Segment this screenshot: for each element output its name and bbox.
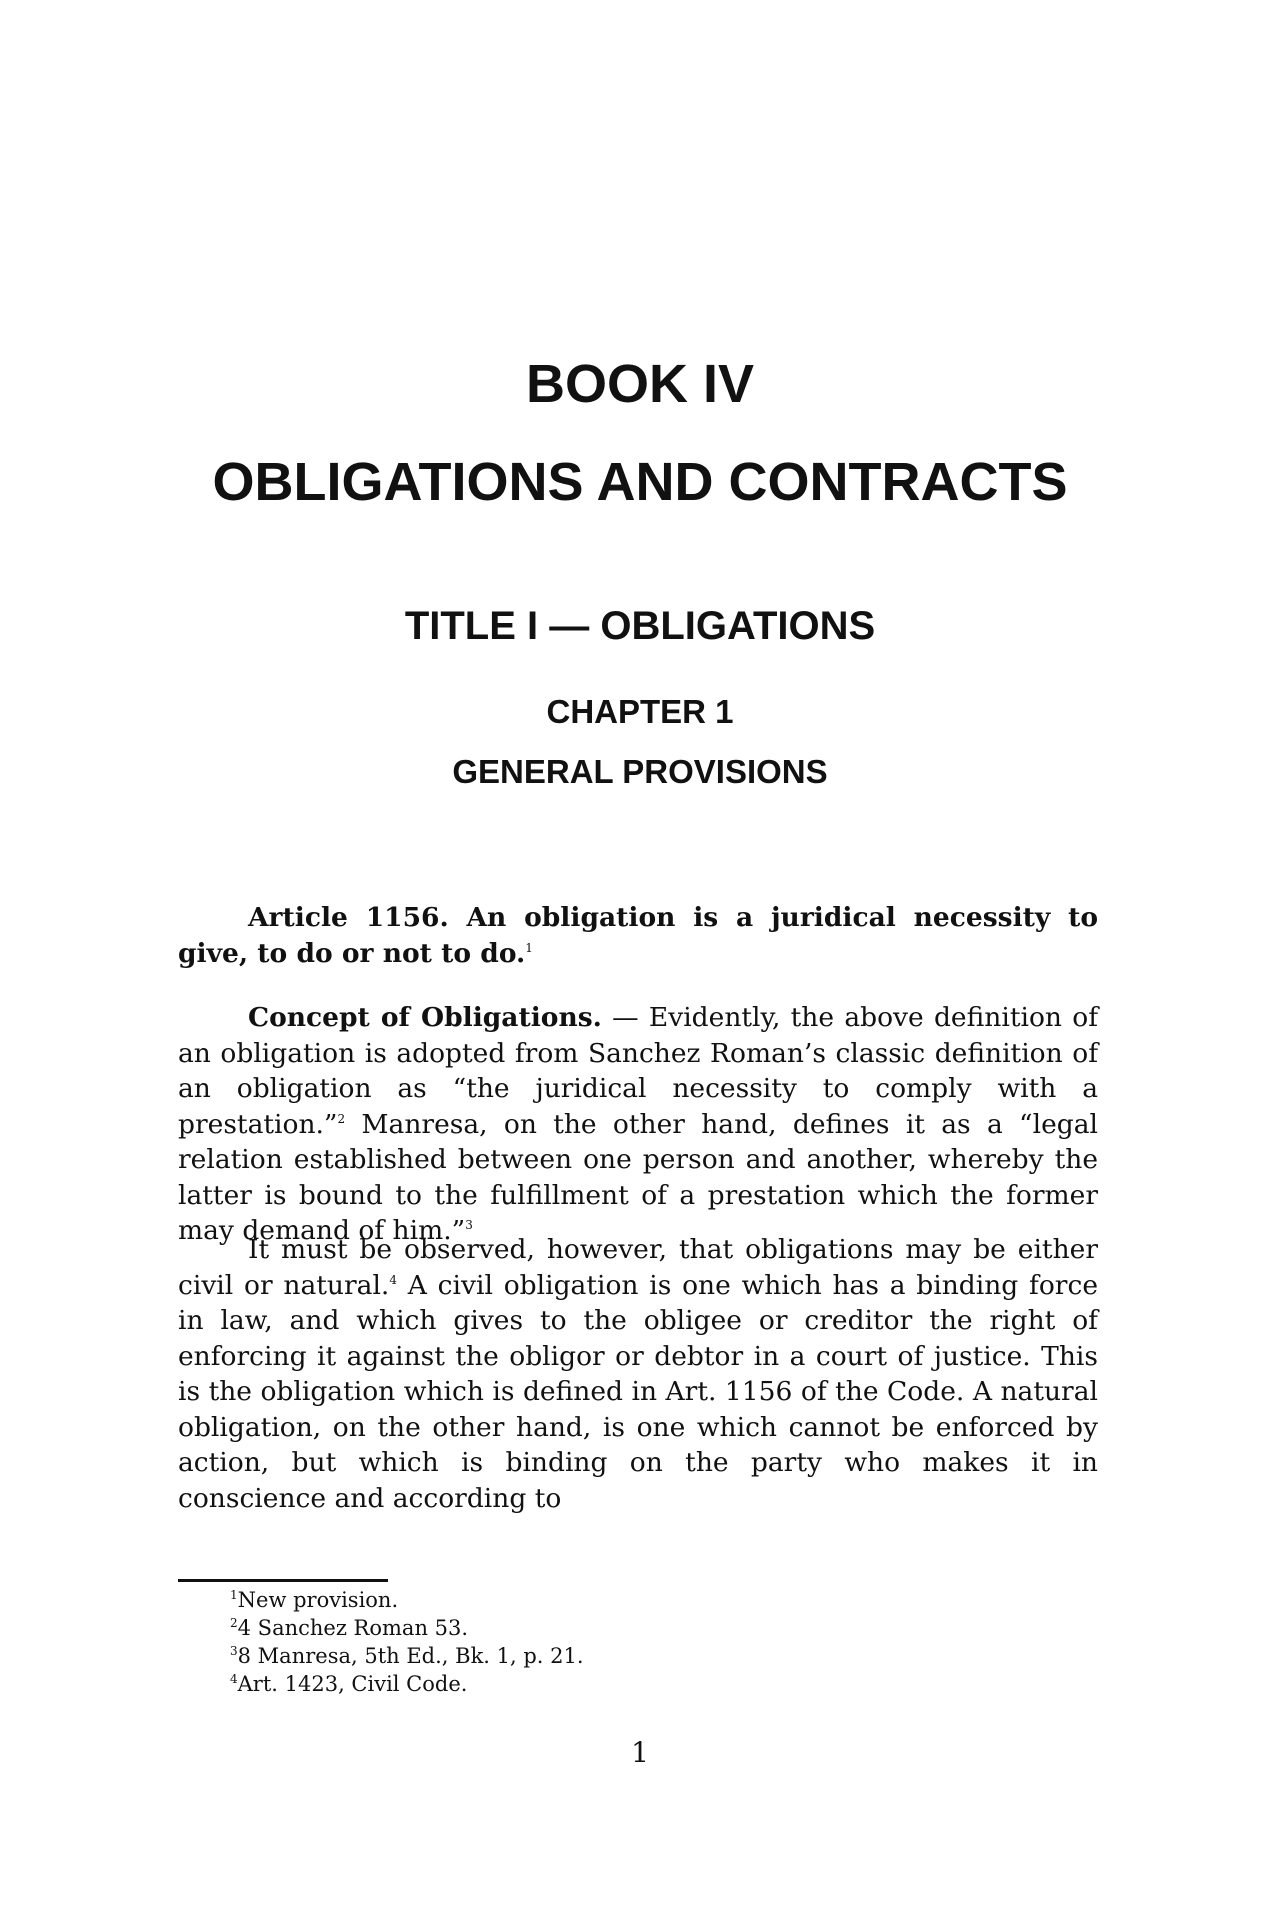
footnote-ref: 1 <box>525 940 533 955</box>
footnote-divider <box>178 1579 388 1582</box>
footnote-number: 2 <box>230 1616 238 1630</box>
footnote-ref: 3 <box>465 1218 473 1233</box>
footnote <box>230 1614 468 1642</box>
paragraph-text: It must be observed, however, that obligations may be either civil or natural. <box>178 1234 1098 1301</box>
chapter-heading: CHAPTER 1 <box>546 693 734 730</box>
chapter-name-heading: GENERAL PROVISIONS <box>452 753 828 790</box>
footnote <box>230 1670 467 1698</box>
page-number: 1 <box>631 1736 649 1769</box>
article-statement <box>178 900 1098 971</box>
footnote-number: 4 <box>230 1672 238 1686</box>
paragraph-text: Manresa, on the other hand, defines it as a “legal relation established between one person and another, whereby the latter is bound to the fulfillment of a prestation which the former may demand of him.” <box>178 1108 1098 1246</box>
footnote-text: 4 Sanchez Roman 53. <box>237 1616 469 1640</box>
footnote-number: 1 <box>230 1588 238 1602</box>
paragraph-text: — Evidently, the above definition of an obligation is adopted from Sanchez Roman’s classic definition of an obligation as “the juridical necessity to comply with a prestation.” <box>178 1002 1098 1140</box>
civil-natural-paragraph <box>178 1232 1098 1516</box>
footnote-ref: 2 <box>337 1111 346 1126</box>
footnote-text: New provision. <box>237 1588 399 1612</box>
footnote-ref: 4 <box>389 1272 397 1287</box>
article-text: Article 1156. An obligation is a juridical necessity to give, to do or not to do. <box>178 902 1098 969</box>
subject-heading: OBLIGATIONS AND CONTRACTS <box>212 452 1068 512</box>
footnote-text: 8 Manresa, 5th Ed., Bk. 1, p. 21. <box>237 1644 584 1668</box>
footnote <box>230 1642 584 1670</box>
paragraph-text: A civil obligation is one which has a binding force in law, and which gives to the obligee or creditor the right of enforcing it against the obligor or debtor in a court of justice. This is the obligation which is defined in Art. 1156 of the Code. A natural obligation, on the other hand, is one which cannot be enforced by action, but which is binding on the party who makes it in conscience and according to <box>178 1269 1098 1514</box>
book-heading: BOOK IV <box>525 354 755 414</box>
footnote <box>230 1586 398 1614</box>
title-heading: TITLE I — OBLIGATIONS <box>404 604 876 648</box>
paragraph-lead: Concept of Obligations. <box>248 1002 602 1033</box>
concept-paragraph <box>178 1000 1098 1249</box>
footnote-text: Art. 1423, Civil Code. <box>237 1672 468 1696</box>
footnote-number: 3 <box>230 1644 238 1658</box>
